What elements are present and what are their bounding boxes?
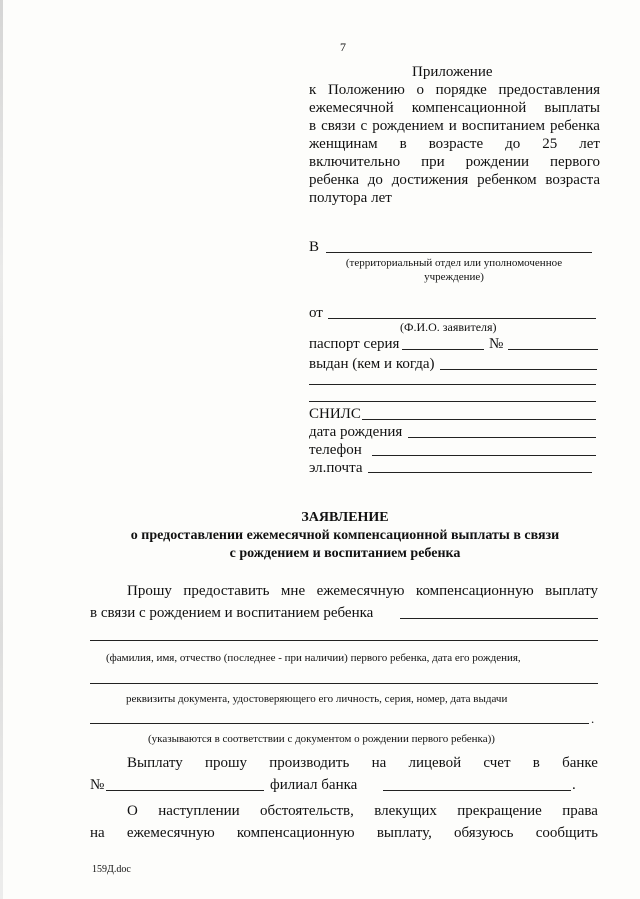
birth-date-label: дата рождения	[309, 424, 403, 440]
issued-by-line[interactable]	[440, 369, 597, 370]
bank-branch-line[interactable]	[383, 790, 571, 791]
request-line-2: в связи с рождением и воспитанием ребенка	[90, 605, 374, 621]
to-caption-1: (территориальный отдел или уполномоченное	[345, 257, 563, 269]
birth-date-line[interactable]	[408, 437, 596, 438]
obligation-line-2: на ежемесячную компенсационную выплату, обязуюсь сообщить	[90, 825, 598, 841]
period-1: .	[591, 711, 595, 726]
child-doc-line[interactable]	[90, 683, 598, 684]
page-number: 7	[340, 40, 346, 54]
account-number-line[interactable]	[106, 790, 264, 791]
child-caption: (фамилия, имя, отчество (последнее - при наличии) первого ребенка, дата его рождения,	[106, 652, 521, 664]
statement-subtitle-1: о предоставлении ежемесячной компенсационной выплаты в связи	[130, 528, 560, 543]
snils-line[interactable]	[362, 419, 596, 420]
appendix-line-5: включительно при рождении первого	[309, 154, 600, 170]
issued-by-line-2[interactable]	[309, 384, 596, 385]
appendix-line-6: ребенка до достижения ребенком возраста	[309, 172, 600, 188]
statement-subtitle-2: с рождением и воспитанием ребенка	[229, 546, 461, 561]
issued-by-line-3[interactable]	[309, 401, 596, 402]
email-line[interactable]	[368, 472, 592, 473]
obligation-line-1: О наступлении обстоятельств, влекущих прекращение права	[127, 803, 598, 819]
birth-doc-caption: (указываются в соответствии с документом о рождении первого ребенка))	[148, 733, 495, 745]
from-field-line[interactable]	[328, 318, 596, 319]
appendix-line-2: ежемесячной компенсационной выплаты	[309, 100, 600, 116]
phone-line[interactable]	[372, 455, 596, 456]
file-name: 159Д.doc	[92, 864, 131, 875]
passport-number-sign: №	[489, 336, 504, 352]
child-info-line[interactable]	[90, 640, 598, 641]
account-number-sign: №	[90, 777, 105, 793]
request-line-1: Прошу предоставить мне ежемесячную компенсационную выплату	[127, 583, 598, 599]
from-prefix: от	[309, 305, 323, 321]
passport-series-label: паспорт серия	[309, 336, 400, 352]
period-2: .	[572, 777, 576, 793]
issued-by-label: выдан (кем и когда)	[309, 356, 435, 372]
phone-label: телефон	[309, 442, 362, 458]
passport-number-line[interactable]	[508, 349, 598, 350]
child-name-line[interactable]	[400, 618, 598, 619]
appendix-line-4: женщинам в возрасте до 25 лет	[309, 136, 600, 152]
to-field-line[interactable]	[326, 252, 592, 253]
from-caption: (Ф.И.О. заявителя)	[400, 320, 497, 334]
appendix-line-3: в связи с рождением и воспитанием ребенка	[309, 118, 600, 134]
snils-label: СНИЛС	[309, 406, 361, 422]
appendix-line-1: к Положению о порядке предоставления	[309, 82, 600, 98]
appendix-title: Приложение	[412, 64, 493, 80]
email-label: эл.почта	[309, 460, 363, 476]
to-caption-2: учреждение)	[424, 271, 484, 283]
doc-caption: реквизиты документа, удостоверяющего его личность, серия, номер, дата выдачи	[126, 693, 508, 705]
statement-title: ЗАЯВЛЕНИЕ	[301, 510, 389, 525]
payment-line-1: Выплату прошу производить на лицевой счет в банке	[127, 755, 598, 771]
child-doc-line-2[interactable]	[90, 723, 589, 724]
bank-branch-label: филиал банка	[270, 777, 358, 793]
passport-series-line[interactable]	[402, 349, 484, 350]
to-prefix: В	[309, 239, 320, 255]
appendix-line-7: полутора лет	[309, 190, 392, 206]
scan-edge	[0, 0, 3, 899]
